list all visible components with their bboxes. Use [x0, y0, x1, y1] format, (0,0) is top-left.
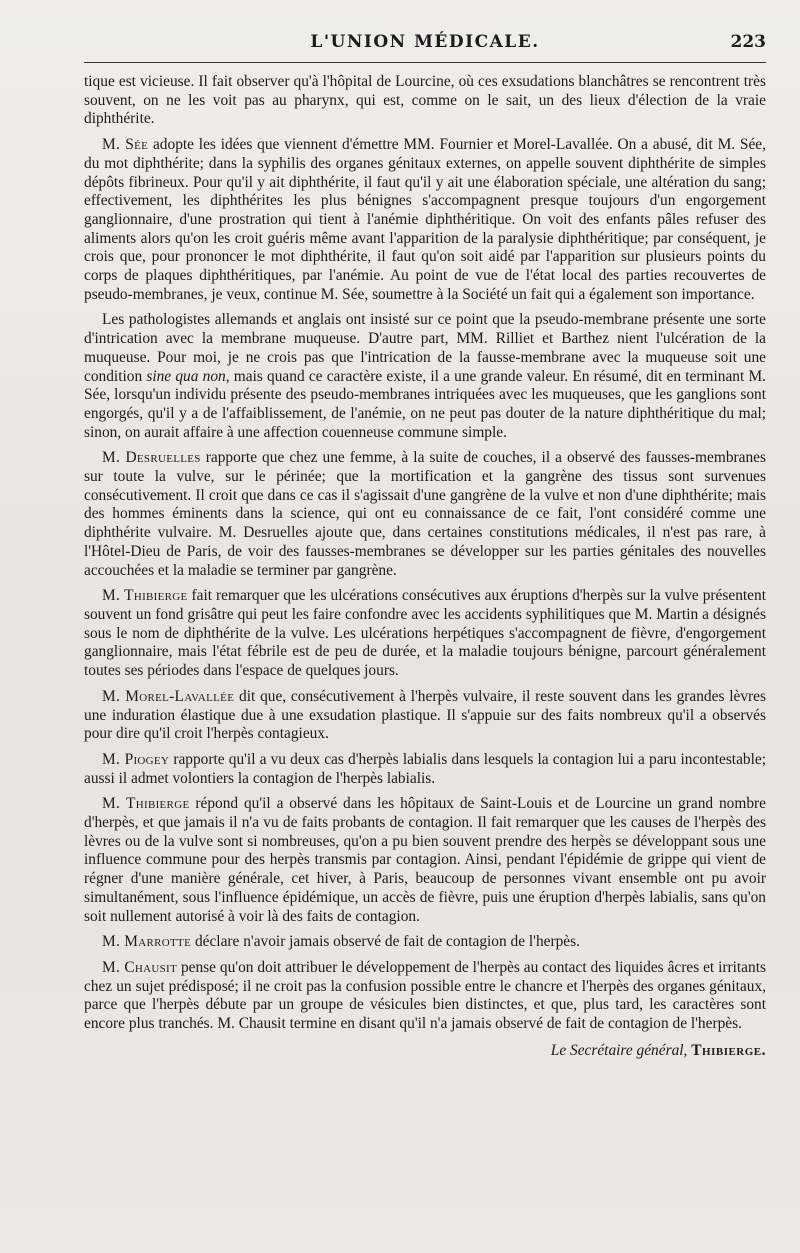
- paragraph-9: [84, 933, 766, 952]
- latin-phrase: sine qua non: [146, 367, 226, 385]
- paragraph-text: adopte les idées que viennent d'émettre MM. Fournier et Morel-Lavallée. On a abusé, dit M. Sée, du mot diphthérite; dans la syphilis des organes génitaux externes, on appelle souvent diphthérite de simples dépôts fibrineux. Pour qu'il y ait diphthérite, il faut qu'il y ait une élaboration spéciale, une altération du sang; effectivement, les diphthérites les plus bénignes s'accompagnent presque toujours d'un engorgement ganglionnaire, d'une prostration qui tient à l'anémie diphthéritique. On voit des enfants pâles refuser des aliments alors qu'on les croit guéris même avant l'apparition de la paralysie diphthéritique; par conséquent, je crois que, pour prononcer le mot diphthérite, il faut qu'on soit aidé par l'apparition sur plusieurs points du corps de plaques diphthéritiques, par l'anémie. Au point de vue de l'état local des parties recouvertes de pseudo-membranes, je veux, continue M. Sée, soumettre à la Société un fait qui a également son importance.: [84, 136, 766, 303]
- page-header: [84, 32, 766, 63]
- paragraph-8: [84, 795, 766, 926]
- paragraph-text: répond qu'il a observé dans les hôpitaux de Saint-Louis et de Lourcine un grand nombre d'herpès, et que jamais il n'a vu de faits probants de contagion. Il fait remarquer que les causes de l'herpès des lèvres ou de la vulve sont si nombreuses, qu'on a pu bien souvent prendre des herpès se développant sous une influence commune pour des herpès transmis par contagion. Ainsi, pendant l'épidémie de grippe qui vient de régner d'une manière générale, cet hiver, à Paris, beaucoup de personnes vivant ensemble ont pu avoir simultanément, sous l'influence épidémique, un accès de fièvre, puis une éruption d'herpès labialis, sans qu'on soit nullement autorisé à voir là des faits de contagion.: [84, 795, 766, 925]
- paragraph-text: fait remarquer que les ulcérations consécutives aux éruptions d'herpès sur la vulve présentent souvent un fond grisâtre qui peut les faire confondre avec les accidents syphilitiques que M. Martin a désignés sous le nom de diphthérite de la vulve. Les ulcérations herpétiques s'accompagnent de fièvre, d'engorgement ganglionnaire, mais l'état fébrile est de peu de durée, et la maladie toujours bénigne, parcourt généralement toutes ses périodes dans l'espace de quelques jours.: [84, 587, 766, 680]
- page-number: 223: [730, 32, 766, 52]
- paragraph-10: [84, 959, 766, 1034]
- speaker-name: M. Piogey: [102, 750, 170, 768]
- paragraph-2: [84, 136, 766, 304]
- signature: [84, 1042, 766, 1060]
- paragraph-text: dit que, consécutivement à l'herpès vulvaire, il reste souvent dans les grandes lèvres une induration élastique due à une exsudation plastique. Il s'appuie sur des faits nombreux qu'il a observés pour dire qu'il croit l'herpès contagieux.: [84, 687, 766, 743]
- paragraph-4: [84, 449, 766, 580]
- speaker-name: M. Chausit: [102, 958, 178, 976]
- speaker-name: M. Thibierge: [102, 587, 188, 605]
- paragraph-7: [84, 751, 766, 788]
- paragraph-text: tique est vicieuse. Il fait observer qu'à l'hôpital de Lourcine, où ces exsudations blanchâtres se rencontrent très souvent, on ne les voit pas au pharynx, qui est, comme on le sait, un des lieux d'élection de la vraie diphthérite.: [84, 73, 766, 128]
- paragraph-1: [84, 73, 766, 129]
- paragraph-3: [84, 311, 766, 442]
- paragraph-6: [84, 688, 766, 744]
- speaker-name: M. Desruelles: [102, 449, 201, 467]
- paragraph-text: déclare n'avoir jamais observé de fait de contagion de l'herpès.: [194, 933, 580, 951]
- running-title: L'UNION MÉDICALE.: [310, 32, 540, 52]
- signature-name: Thibierge.: [691, 1041, 766, 1059]
- body-text: [84, 73, 766, 1034]
- speaker-name: M. Morel-Lavallée: [102, 687, 235, 705]
- paragraph-text: , mais quand ce caractère existe, il a une grande valeur. En résumé, dit en terminant M. Sée, lorsqu'un individu présente des pseudo-membranes intriquées avec les muqueuses, que les ganglions sont engorgés, qu'il y a de l'affaiblissement, de l'anémie, on ne peut pas douter de la nature diphthéritique du mal; sinon, on aurait affaire à une affection couenneuse commune simple.: [84, 367, 766, 441]
- speaker-name: M. Sée: [102, 136, 149, 154]
- paragraph-text: rapporte qu'il a vu deux cas d'herpès labialis dans lesquels la contagion lui a paru incontestable; aussi il admet volontiers la contagion de l'herpès labialis.: [84, 750, 766, 787]
- paragraph-text: pense qu'on doit attribuer le développement de l'herpès au contact des liquides âcres et irritants chez un sujet prédisposé; il ne croit pas la confusion possible entre le chancre et l'herpès des organes génitaux, parce que l'herpès débute par un groupe de vésicules bien distinctes, et que, plus tard, les caractères sont encore plus tranchés. M. Chausit termine en disant qu'il n'a jamais observé de fait de contagion de l'herpès.: [84, 958, 766, 1033]
- paragraph-text: Les pathologistes allemands et anglais ont insisté sur ce point que la pseudo-membrane présente une sorte d'intrication avec la membrane muqueuse. D'autre part, MM. Rilliet et Barthez nient l'ulcération de la muqueuse. Pour moi, je ne crois pas que l'intrication de la fausse-membrane avec la muqueuse soit une condition: [84, 311, 766, 385]
- speaker-name: M. Marrotte: [102, 933, 192, 951]
- speaker-name: M. Thibierge: [102, 795, 190, 813]
- paragraph-5: [84, 587, 766, 681]
- paragraph-text: rapporte que chez une femme, à la suite de couches, il a observé des fausses-membranes sur toute la vulve, sur le périnée; que la mortification et la gangrène des tissus sont survenues consécutivement. Il croit que dans ce cas il s'agissait d'une gangrène de la vulve et non d'une diphthérite; mais des hommes éminents dans la science, qui ont eu connaissance de ce fait, l'ont considéré comme une diphthérite vulvaire. M. Desruelles ajoute que, dans certaines constitutions médicales, il n'est pas rare, à l'Hôtel-Dieu de Paris, de voir des fausses-membranes se développer sur les parties génitales des nouvelles accouchées et la maladie se terminer par gangrène.: [84, 449, 766, 579]
- signature-role: Le Secrétaire général,: [550, 1041, 688, 1059]
